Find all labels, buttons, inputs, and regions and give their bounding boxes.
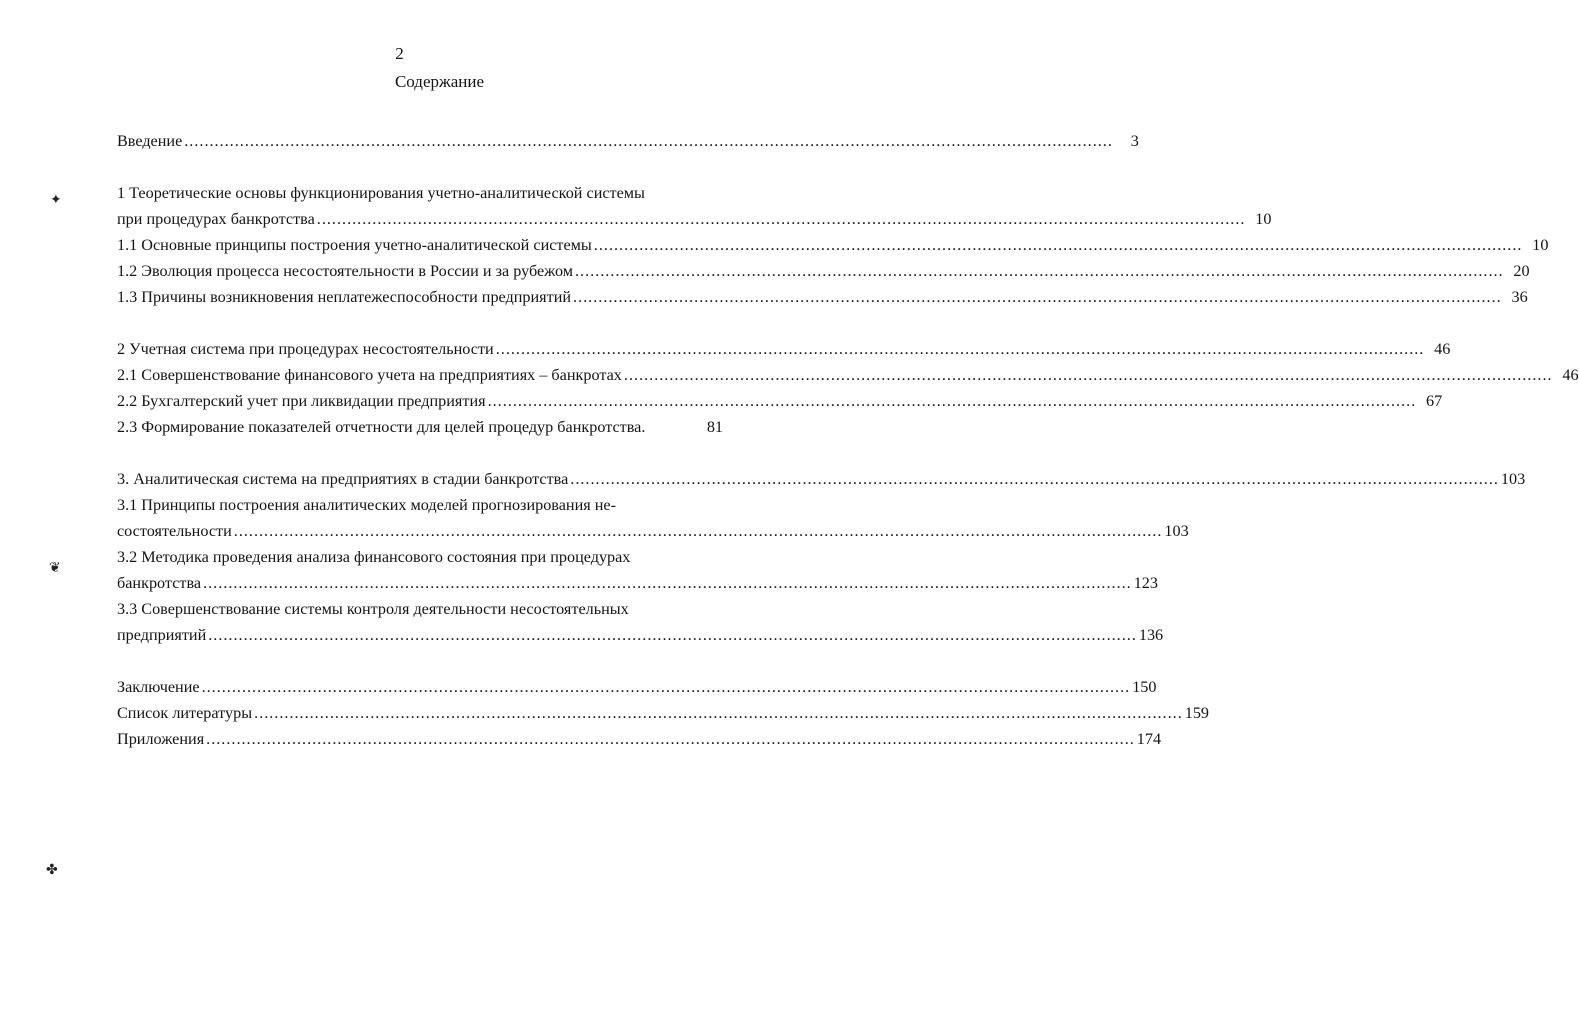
dot-leader: ........................................................................................................................................................................................ xyxy=(570,470,1499,488)
toc-entry-page: 103 xyxy=(1164,522,1189,540)
table-of-contents xyxy=(117,128,1579,752)
dot-leader: ........................................................................................................................................................................................ xyxy=(233,522,1163,540)
margin-mark-icon: ✤ xyxy=(46,862,58,878)
toc-entry-chapter-2 xyxy=(117,336,1451,362)
toc-entry-intro xyxy=(117,128,1139,154)
toc-entry-text: Список литературы xyxy=(117,704,253,722)
toc-entry-page: 174 xyxy=(1136,730,1162,748)
dot-leader: ........................................................................................................................................................................................ xyxy=(574,262,1504,280)
toc-entry-page: 10 xyxy=(1532,236,1549,254)
toc-entry-page: 136 xyxy=(1138,626,1164,644)
dot-leader: ........................................................................................................................................................................................ xyxy=(495,340,1425,358)
toc-entry-text: 2.1 Совершенствование финансового учета на предприятиях – банкротах xyxy=(117,366,622,384)
toc-entry-page: 103 xyxy=(1500,470,1526,488)
toc-entry-text: предприятий xyxy=(117,626,207,644)
toc-entry-chapter-3 xyxy=(117,466,1526,492)
toc-entry-text: 2.2 Бухгалтерский учет при ликвидации предприятия xyxy=(117,392,486,410)
toc-entry-section-2-3 xyxy=(117,414,723,440)
toc-entry-section-2-1 xyxy=(117,362,1579,388)
toc-entry-page: 3 xyxy=(1130,132,1139,150)
toc-entry-section-1-2 xyxy=(117,258,1530,284)
toc-entry-chapter-1 xyxy=(117,180,1272,232)
toc-entry-page: 67 xyxy=(1426,392,1443,410)
dot-leader: ........................................................................................................................................................................................ xyxy=(487,392,1417,410)
toc-entry-text: 3.2 Методика проведения анализа финансового состояния при процедурах xyxy=(117,548,631,566)
dot-leader: ........................................................................................................................................................................................ xyxy=(206,730,1135,748)
toc-entry-text: Заключение xyxy=(117,678,200,696)
toc-entry-page: 10 xyxy=(1255,210,1272,228)
toc-entry-text: 3. Аналитическая система на предприятиях в стадии банкротства xyxy=(117,470,569,488)
margin-mark-icon: ❦ xyxy=(49,560,61,576)
toc-entry-page: 46 xyxy=(1434,340,1451,358)
toc-entry-text: 3.3 Совершенствование системы контроля деятельности несостоятельных xyxy=(117,600,629,618)
toc-entry-section-3-2 xyxy=(117,544,1158,596)
toc-entry-appendices xyxy=(117,726,1162,752)
toc-entry-text: 1 Теоретические основы функционирования учетно-аналитической системы xyxy=(117,184,645,202)
toc-entry-page: 20 xyxy=(1513,262,1530,280)
toc-entry-page: 36 xyxy=(1511,288,1528,306)
dot-leader: ........................................................................................................................................................................................ xyxy=(573,288,1502,306)
toc-entry-text: Приложения xyxy=(117,730,205,748)
toc-entry-section-2-2 xyxy=(117,388,1443,414)
dot-leader: ........................................................................................................................................................................................ xyxy=(593,236,1523,254)
toc-entry-text: Введение xyxy=(117,132,183,150)
toc-entry-page: 159 xyxy=(1184,704,1210,722)
toc-entry-text: состоятельности xyxy=(117,522,232,540)
toc-entry-text: 1.3 Причины возникновения неплатежеспособности предприятий xyxy=(117,288,572,306)
toc-entry-section-1-1 xyxy=(117,232,1549,258)
toc-entry-section-3-1 xyxy=(117,492,1189,544)
dot-leader: ........................................................................................................................................................................................ xyxy=(208,626,1137,644)
toc-entry-text: 2.3 Формирование показателей отчетности для целей процедур банкротства. xyxy=(117,418,646,436)
dot-leader: ........................................................................................................................................................................................ xyxy=(254,704,1183,722)
toc-entry-conclusion xyxy=(117,674,1157,700)
dot-leader: ........................................................................................................................................................................................ xyxy=(184,132,1113,150)
toc-entry-text: 2 Учетная система при процедурах несостоятельности xyxy=(117,340,494,358)
toc-entry-text: 3.1 Принципы построения аналитических моделей прогнозирования не- xyxy=(117,496,616,514)
toc-entry-text: банкротства xyxy=(117,574,202,592)
toc-entry-text: 1.2 Эволюция процесса несостоятельности в России и за рубежом xyxy=(117,262,573,280)
dot-leader: ........................................................................................................................................................................................ xyxy=(201,678,1131,696)
toc-entry-page: 123 xyxy=(1133,574,1158,592)
toc-entry-references xyxy=(117,700,1210,726)
toc-entry-page: 81 xyxy=(706,418,723,436)
dot-leader: ........................................................................................................................................................................................ xyxy=(316,210,1246,228)
toc-entry-text: при процедурах банкротства xyxy=(117,210,315,228)
toc-entry-page: 46 xyxy=(1562,366,1579,384)
margin-mark-icon: ✦ xyxy=(50,192,62,208)
page-number: 2 xyxy=(395,44,404,63)
toc-entry-section-1-3 xyxy=(117,284,1528,310)
toc-entry-page: 150 xyxy=(1132,678,1157,696)
dot-leader: ........................................................................................................................................................................................ xyxy=(623,366,1553,384)
dot-leader: ........................................................................................................................................................................................ xyxy=(203,574,1132,592)
toc-entry-text: 1.1 Основные принципы построения учетно-аналитической системы xyxy=(117,236,592,254)
toc-entry-section-3-3 xyxy=(117,596,1164,648)
page-title: Содержание xyxy=(394,72,485,91)
